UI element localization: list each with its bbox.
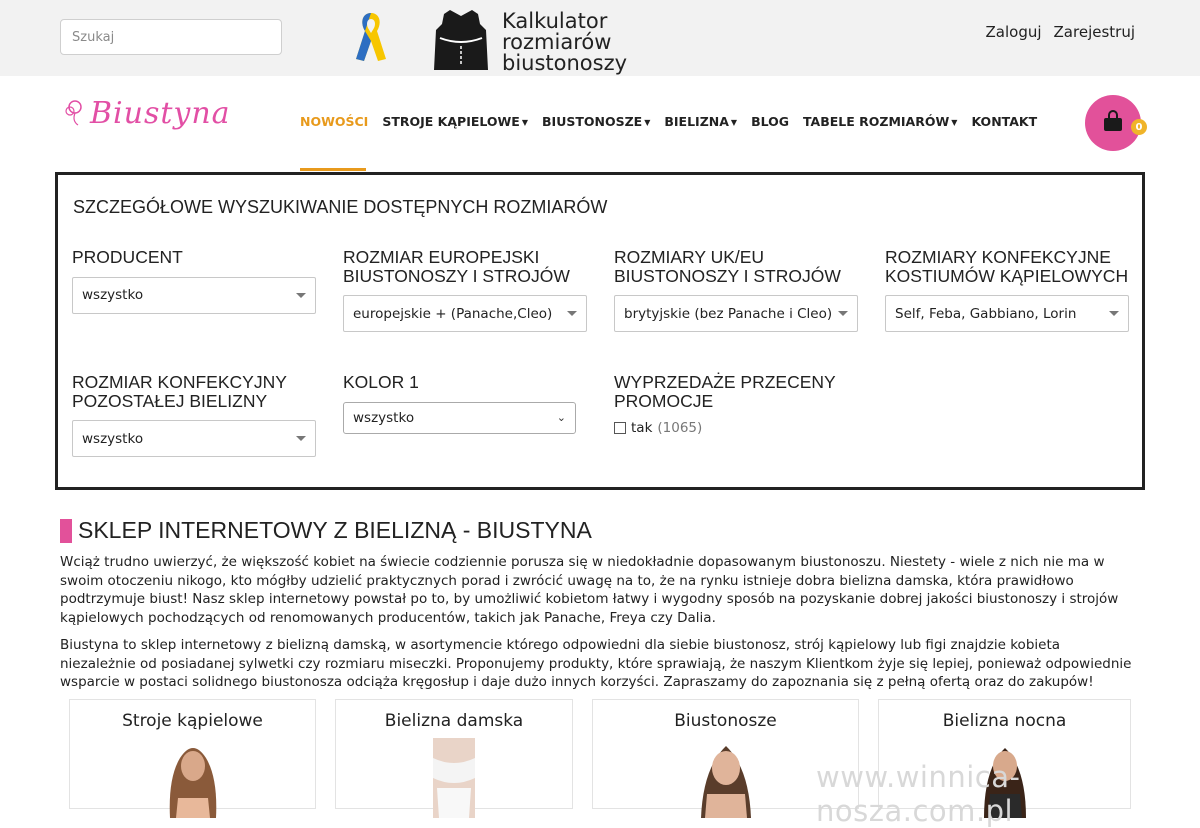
dropdown-arrow-icon (567, 311, 577, 316)
nav-item-blog[interactable] (751, 114, 789, 129)
intro-paragraph-2: Biustyna to sklep internetowy z bielizną damską, w asortymencie którego odpowiedni dla siebie biustonosz, strój kąpielowy lub figi znajdzie kobieta niezależnie od posiadanej sylwetki czy rozmiaru miseczki. Proponujemy produkty, które sprawiają, że naszym Klientkom żyje się lepiej, ponieważ odpowiednie wsparcie w postaci solidnego biustonosza odciąża kręgosłup i daje dużo innych korzyści. Zapraszamy do zapoznania się z pełną ofertą oraz do zakupów! (60, 637, 1132, 690)
nav-item-bielizna[interactable] (664, 114, 737, 129)
section-heading (60, 517, 1140, 544)
panel-title: SZCZEGÓŁOWE WYSZUKIWANIE DOSTĘPNYCH ROZMIARÓW (73, 197, 608, 217)
calculator-line-2: rozmiarów (502, 29, 612, 54)
watermark: www.winnica-nosza.com.pl (816, 760, 1021, 828)
nav-item-label: KONTAKT (971, 114, 1038, 129)
uk-size-select[interactable] (614, 295, 858, 332)
nav-item-biustonosze[interactable] (542, 114, 650, 129)
login-link[interactable]: Zaloguj (985, 23, 1042, 41)
site-logo[interactable] (62, 96, 231, 131)
sale-option-label: tak (631, 420, 653, 436)
caret-down-icon: ▼ (951, 118, 958, 127)
other-size-value: wszystko (82, 430, 144, 447)
bra-calculator-icon (430, 8, 492, 76)
nav-item-label: BIELIZNA (664, 114, 729, 129)
lingerie-photo (411, 738, 497, 818)
eu-size-label: ROZMIAR EUROPEJSKI BIUSTONOSZY I STROJÓW (343, 247, 570, 286)
heading-accent-bar (60, 519, 72, 543)
size-calculator-link[interactable] (430, 8, 627, 76)
nav-item-nowosci[interactable] (300, 114, 368, 129)
other-size-filter (72, 373, 318, 457)
nav-item-label: BLOG (751, 114, 789, 129)
cart-count-badge: 0 (1131, 119, 1147, 135)
caret-down-icon: ▼ (644, 118, 651, 127)
nav-item-label: TABELE ROZMIARÓW (803, 114, 950, 129)
sale-count: (1065) (657, 420, 703, 436)
dropdown-arrow-icon (838, 311, 848, 316)
category-card-stroje[interactable] (69, 699, 316, 809)
intro-paragraph-1: Wciąż trudno uwierzyć, że większość kobiet na świecie codziennie porusza się w niedokładnie dopasowanym biustonoszu. Niestety - wiele z nich nie ma w swoim otoczeniu nikogo, kto mógłby udzielić praktycznych porad i zwrócić uwagę na to, że na rynku istnieje dobra bielizna damska, która prawidłowo podtrzymuje biust! Nasz sklep internetowy powstał po to, by umożliwić kobietom łatwy i wygodny sposób na pozyskanie dobrej jakości biustonoszy i strojów kąpielowych pochodzących od renomowanych producentów, takich jak Panache, Freya czy Dalia. (60, 554, 1119, 626)
caret-down-icon: ▼ (521, 118, 529, 127)
color-filter (343, 373, 589, 434)
dropdown-arrow-icon (296, 436, 306, 441)
chevron-down-icon: ⌄ (556, 411, 566, 424)
bra-photo (683, 738, 769, 818)
producer-label: PRODUCENT (72, 247, 183, 267)
category-title: Stroje kąpielowe (122, 711, 263, 731)
other-size-select[interactable] (72, 420, 316, 457)
nav-item-kontakt[interactable] (971, 114, 1037, 129)
swim-size-value: Self, Feba, Gabbiano, Lorin (895, 305, 1077, 322)
dropdown-arrow-icon (296, 293, 306, 298)
category-title: Bielizna nocna (942, 711, 1067, 731)
logo-text: Biustyna (90, 96, 231, 131)
sale-checkbox-row[interactable] (614, 420, 860, 436)
register-link[interactable]: Zarejestruj (1053, 23, 1135, 41)
active-nav-underline (300, 168, 366, 171)
sale-checkbox[interactable] (614, 422, 626, 434)
uk-size-label: ROZMIARY UK/EU BIUSTONOSZY I STROJÓW (614, 247, 841, 286)
nav-item-stroje-kapielowe[interactable] (382, 114, 528, 129)
swimwear-photo (150, 738, 236, 818)
uk-size-value: brytyjskie (bez Panache i Cleo) (624, 305, 833, 322)
producer-filter (72, 248, 318, 314)
calculator-line-1: Kalkulator (502, 8, 608, 33)
producer-select[interactable] (72, 277, 316, 314)
swim-size-label: ROZMIARY KONFEKCYJNE KOSTIUMÓW KĄPIELOWYCH (885, 247, 1129, 286)
calculator-text (502, 8, 628, 75)
color-select[interactable] (343, 402, 576, 434)
nav-item-label: BIUSTONOSZE (542, 114, 643, 129)
eu-size-select[interactable] (343, 295, 587, 332)
sale-filter (614, 373, 860, 436)
top-bar (0, 0, 1200, 76)
nav-item-label: STROJE KĄPIELOWE (382, 114, 520, 129)
caret-down-icon: ▼ (730, 118, 738, 127)
shopping-bag-icon (1101, 109, 1125, 137)
page-title: SKLEP INTERNETOWY Z BIELIZNĄ - BIUSTYNA (78, 517, 592, 543)
logo-flower-icon (62, 97, 88, 131)
category-title: Biustonosze (674, 711, 777, 731)
nav-item-tabele-rozmiarow[interactable] (803, 114, 957, 129)
swim-size-select[interactable] (885, 295, 1129, 332)
category-title: Bielizna damska (384, 711, 524, 731)
calculator-line-3: biustonoszy (502, 50, 628, 75)
size-search-panel (55, 172, 1145, 490)
dropdown-arrow-icon (1109, 311, 1119, 316)
color-label: KOLOR 1 (343, 372, 419, 392)
search-input[interactable] (60, 19, 282, 55)
swim-size-filter (885, 248, 1131, 332)
auth-links (986, 23, 1135, 41)
other-size-label: ROZMIAR KONFEKCYJNY POZOSTAŁEJ BIELIZNY (72, 372, 287, 411)
nav-item-label: NOWOŚCI (300, 114, 369, 129)
main-menu (300, 114, 1037, 129)
uk-size-filter (614, 248, 860, 332)
producer-value: wszystko (82, 287, 144, 303)
color-value: wszystko (353, 409, 415, 426)
main-content (60, 517, 1140, 701)
category-card-bielizna-damska[interactable] (335, 699, 573, 809)
ukraine-ribbon-icon (352, 9, 390, 69)
eu-size-value: europejskie + (Panache,Cleo) (353, 305, 553, 322)
sale-label: WYPRZEDAŻE PRZECENY PROMOCJE (614, 372, 836, 411)
eu-size-filter (343, 248, 589, 332)
